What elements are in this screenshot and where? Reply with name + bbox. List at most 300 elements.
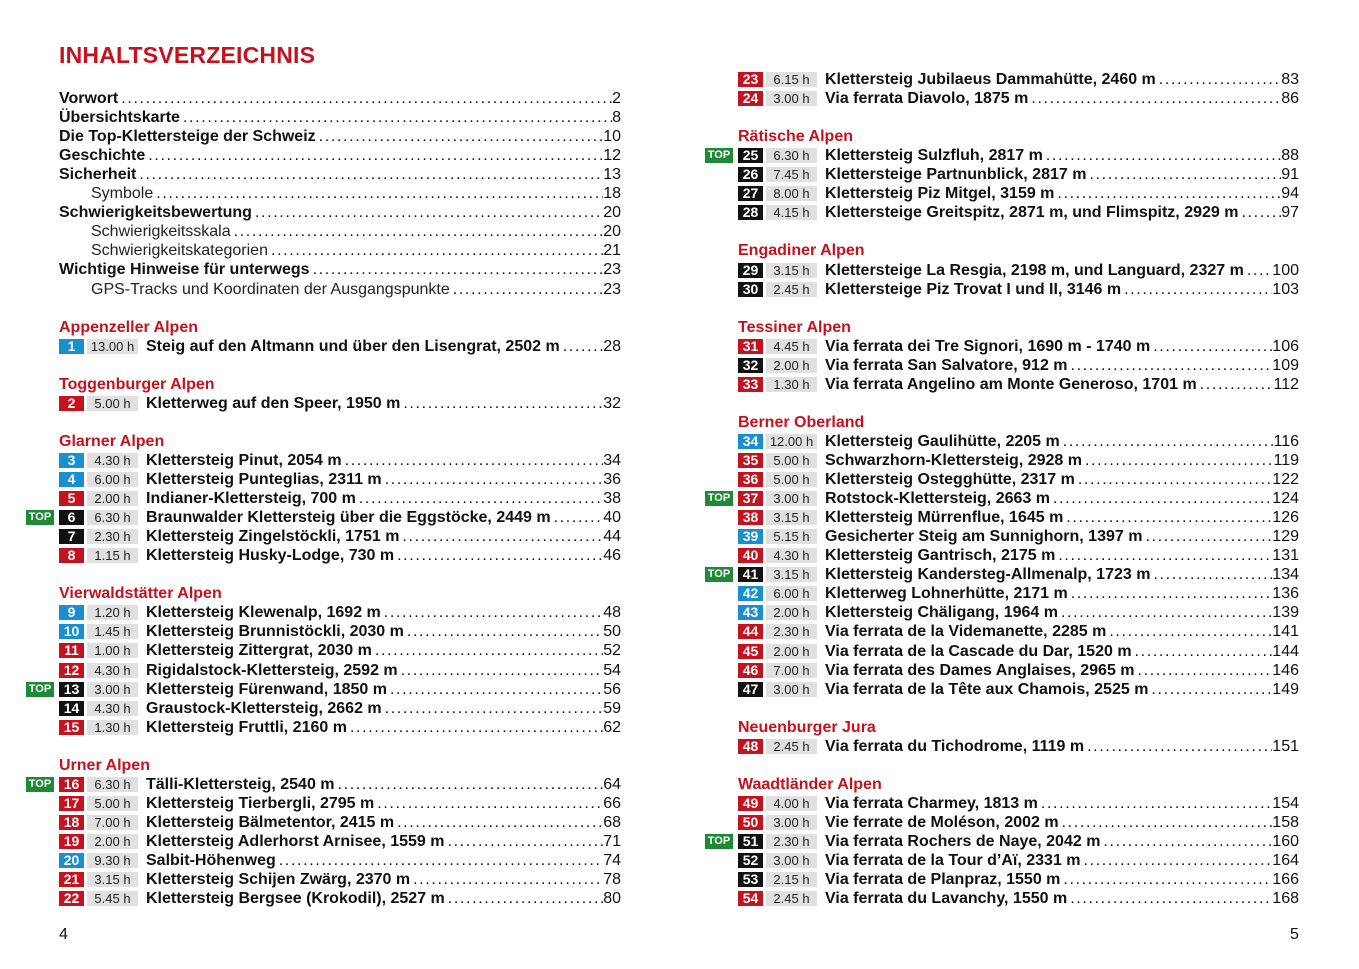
route-page: 97 <box>1281 204 1299 222</box>
duration-badge: 3.15 h <box>766 263 817 278</box>
duration-badge: 6.30 h <box>766 148 817 163</box>
toc-entry[interactable] <box>59 89 621 108</box>
toc-entry-text: Die Top-Klettersteige der Schweiz <box>59 128 316 146</box>
duration-badge: 4.15 h <box>766 205 817 220</box>
route-number-badge: 9 <box>59 605 84 620</box>
route-page: 144 <box>1272 642 1299 660</box>
dot-leader <box>1068 356 1273 375</box>
dot-leader <box>1060 432 1274 451</box>
route-page: 38 <box>603 490 621 508</box>
top-badge: TOP <box>26 777 54 792</box>
route-page: 40 <box>603 509 621 527</box>
route-page: 56 <box>603 680 621 698</box>
route-number-badge: 44 <box>738 624 763 639</box>
dot-leader <box>1059 813 1273 832</box>
route-entry[interactable] <box>59 527 621 546</box>
route-number-badge: 11 <box>59 643 84 658</box>
duration-badge: 8.00 h <box>766 186 817 201</box>
toc-entry[interactable] <box>59 127 621 146</box>
dot-leader <box>1054 184 1281 203</box>
route-page: 100 <box>1272 261 1299 279</box>
route-number-badge: 28 <box>738 205 763 220</box>
duration-badge: 6.15 h <box>766 72 817 87</box>
route-name: Graustock-Klettersteig, 2662 m <box>146 699 382 717</box>
route-entry[interactable] <box>59 699 621 718</box>
dot-leader <box>118 89 612 108</box>
duration-badge: 4.30 h <box>766 548 817 563</box>
toc-entry-page: 10 <box>603 128 621 146</box>
route-name: Schwarzhorn-Klettersteig, 2928 m <box>825 452 1082 469</box>
dot-leader <box>1075 470 1272 489</box>
route-name: Klettersteig Zittergrat, 2030 m <box>146 642 372 660</box>
route-name: Klettersteig Piz Mitgel, 3159 m <box>825 185 1055 203</box>
dot-leader <box>1038 794 1272 813</box>
route-page: 139 <box>1272 604 1299 622</box>
dot-leader <box>1060 870 1272 889</box>
route-name: Klettersteig Chäligang, 1964 m <box>825 604 1058 622</box>
route-number-badge: 48 <box>738 739 763 754</box>
route-entry[interactable] <box>738 356 1299 375</box>
route-number-badge: 39 <box>738 529 763 544</box>
route-number-badge: 26 <box>738 167 763 182</box>
route-entry[interactable] <box>738 184 1299 203</box>
duration-badge: 4.30 h <box>87 663 138 678</box>
dot-leader <box>347 718 603 737</box>
toc-entry-page: 13 <box>603 166 621 184</box>
route-page: 94 <box>1281 185 1299 203</box>
dot-leader <box>1156 70 1281 89</box>
route-page: 34 <box>603 451 621 469</box>
toc-entry[interactable] <box>59 184 621 203</box>
duration-badge: 2.45 h <box>766 282 817 297</box>
route-page: 80 <box>603 890 621 908</box>
route-number-badge: 16 <box>59 777 84 792</box>
dot-leader <box>382 699 604 718</box>
route-name: Klettersteig Fruttli, 2160 m <box>146 718 347 736</box>
route-name: Klettersteig Jubilaeus Dammahütte, 2460 m <box>825 71 1156 88</box>
route-entry[interactable] <box>707 489 1299 508</box>
route-name: Via ferrata du Tichodrome, 1119 m <box>825 737 1085 755</box>
route-entry[interactable] <box>738 165 1299 184</box>
route-entry[interactable] <box>738 680 1299 699</box>
duration-badge: 3.00 h <box>766 815 817 830</box>
route-entry[interactable] <box>28 680 621 699</box>
dot-leader <box>1028 89 1281 108</box>
dot-leader <box>444 832 603 851</box>
dot-leader <box>268 241 603 260</box>
top-badge: TOP <box>26 682 54 697</box>
route-name: Via ferrata de la Tour d’Aï, 2331 m <box>825 852 1081 870</box>
dot-leader <box>1135 661 1273 680</box>
dot-leader <box>394 546 603 565</box>
route-entry[interactable] <box>738 870 1299 889</box>
duration-badge: 4.00 h <box>766 796 817 811</box>
route-number-badge: 35 <box>738 453 763 468</box>
dot-leader <box>1068 584 1273 603</box>
section-heading: Urner Alpen <box>59 756 150 774</box>
route-number-badge: 31 <box>738 339 763 354</box>
duration-badge: 5.15 h <box>766 529 817 544</box>
duration-badge: 2.15 h <box>766 872 817 887</box>
duration-badge: 7.00 h <box>87 815 138 830</box>
duration-badge: 6.30 h <box>87 510 138 525</box>
duration-badge: 1.20 h <box>87 605 138 620</box>
duration-badge: 3.00 h <box>766 491 817 506</box>
dot-leader <box>381 603 603 622</box>
route-page: 109 <box>1272 356 1299 374</box>
duration-badge: 7.45 h <box>766 167 817 182</box>
duration-badge: 2.45 h <box>766 891 817 906</box>
top-badge: TOP <box>705 834 733 849</box>
route-page: 91 <box>1281 166 1299 184</box>
dot-leader <box>560 337 604 356</box>
route-name: Via ferrata Rochers de Naye, 2042 m <box>825 833 1101 850</box>
route-entry[interactable] <box>59 832 621 851</box>
route-number-badge: 17 <box>59 796 84 811</box>
dot-leader <box>335 775 604 794</box>
route-name: Via ferrata Charmey, 1813 m <box>825 794 1038 812</box>
route-entry[interactable] <box>28 775 621 794</box>
route-number-badge: 38 <box>738 510 763 525</box>
route-number-badge: 33 <box>738 377 763 392</box>
route-number-badge: 23 <box>738 72 763 87</box>
route-page: 88 <box>1281 147 1299 165</box>
route-number-badge: 54 <box>738 891 763 906</box>
dot-leader <box>310 260 604 279</box>
route-number-badge: 1 <box>59 339 84 354</box>
dot-leader <box>153 184 603 203</box>
route-page: 54 <box>603 661 621 679</box>
dot-leader <box>276 851 603 870</box>
route-entry[interactable] <box>59 661 621 680</box>
route-entry[interactable] <box>738 642 1299 661</box>
route-page: 32 <box>603 394 621 412</box>
route-entry[interactable] <box>738 584 1299 603</box>
route-entry[interactable] <box>28 508 621 527</box>
route-number-badge: 29 <box>738 263 763 278</box>
duration-badge: 2.30 h <box>766 834 817 849</box>
section-heading: Tessiner Alpen <box>738 318 851 336</box>
route-entry[interactable] <box>738 508 1299 527</box>
route-entry[interactable] <box>738 889 1299 908</box>
dot-leader <box>1067 889 1272 908</box>
dot-leader <box>1132 642 1273 661</box>
dot-leader <box>231 222 604 241</box>
toc-entry-text: Sicherheit <box>59 166 137 184</box>
route-entry[interactable] <box>59 394 621 413</box>
section-heading: Neuenburger Jura <box>738 718 876 736</box>
dot-leader <box>1150 337 1272 356</box>
dot-leader <box>399 527 603 546</box>
toc-entry[interactable] <box>59 241 621 260</box>
dot-leader <box>136 165 603 184</box>
route-entry[interactable] <box>738 470 1299 489</box>
route-entry[interactable] <box>738 89 1299 108</box>
section-heading: Vierwaldstätter Alpen <box>59 585 222 603</box>
route-name: Rotstock-Klettersteig, 2663 m <box>825 490 1050 508</box>
route-page: 68 <box>603 813 621 831</box>
top-badge: TOP <box>705 567 733 582</box>
dot-leader <box>1081 851 1273 870</box>
dot-leader <box>410 870 603 889</box>
route-page: 164 <box>1272 852 1299 870</box>
dot-leader <box>1106 622 1272 641</box>
route-number-badge: 24 <box>738 91 763 106</box>
route-number-badge: 37 <box>738 491 763 506</box>
route-name: Klettersteig Brunnistöckli, 2030 m <box>146 623 404 641</box>
duration-badge: 1.45 h <box>87 624 138 639</box>
route-page: 129 <box>1272 528 1299 546</box>
route-entry[interactable] <box>59 337 621 356</box>
route-name: Klettersteig Tierbergli, 2795 m <box>146 794 375 812</box>
route-number-badge: 18 <box>59 815 84 830</box>
duration-badge: 5.00 h <box>87 796 138 811</box>
route-entry[interactable] <box>738 737 1299 756</box>
route-name: Via ferrata de la Cascade du Dar, 1520 m <box>825 642 1132 660</box>
route-entry[interactable] <box>59 489 621 508</box>
route-entry[interactable] <box>59 794 621 813</box>
route-page: 103 <box>1272 280 1299 298</box>
dot-leader <box>342 451 604 470</box>
route-name: Via ferrata Diavolo, 1875 m <box>825 90 1029 108</box>
toc-entry[interactable] <box>59 260 621 279</box>
route-number-badge: 40 <box>738 548 763 563</box>
route-entry[interactable] <box>738 261 1299 280</box>
dot-leader <box>374 794 603 813</box>
dot-leader <box>316 127 604 146</box>
route-page: 52 <box>603 642 621 660</box>
route-page: 154 <box>1272 794 1299 812</box>
route-entry[interactable] <box>738 432 1299 451</box>
toc-entry-page: 12 <box>603 147 621 165</box>
toc-entry-page: 20 <box>603 223 621 241</box>
route-entry[interactable] <box>738 546 1299 565</box>
duration-badge: 3.15 h <box>766 567 817 582</box>
route-page: 116 <box>1273 432 1299 450</box>
dot-leader <box>394 813 603 832</box>
route-entry[interactable] <box>59 718 621 737</box>
toc-entry[interactable] <box>59 165 621 184</box>
route-entry[interactable] <box>738 280 1299 299</box>
duration-badge: 1.30 h <box>766 377 817 392</box>
route-page: 122 <box>1272 471 1299 489</box>
route-number-badge: 12 <box>59 663 84 678</box>
route-page: 44 <box>603 528 621 546</box>
dot-leader <box>372 641 603 660</box>
duration-badge: 5.45 h <box>87 891 138 906</box>
route-number-badge: 19 <box>59 834 84 849</box>
route-page: 106 <box>1272 337 1299 355</box>
route-entry[interactable] <box>707 146 1299 165</box>
dot-leader <box>1063 508 1272 527</box>
section-heading: Engadiner Alpen <box>738 242 865 260</box>
route-name: Klettersteig Mürrenflue, 1645 m <box>825 509 1064 527</box>
route-entry[interactable] <box>738 794 1299 813</box>
duration-badge: 6.30 h <box>87 777 138 792</box>
dot-leader <box>400 394 603 413</box>
route-entry[interactable] <box>738 451 1299 470</box>
duration-badge: 4.30 h <box>87 453 138 468</box>
route-entry[interactable] <box>738 70 1299 89</box>
dot-leader <box>252 203 603 222</box>
route-number-badge: 45 <box>738 644 763 659</box>
route-entry[interactable] <box>59 813 621 832</box>
route-page: 62 <box>603 718 621 736</box>
duration-badge: 7.00 h <box>766 663 817 678</box>
section-heading: Toggenburger Alpen <box>59 375 215 393</box>
dot-leader <box>1121 280 1272 299</box>
top-badge: TOP <box>705 491 733 506</box>
route-number-badge: 42 <box>738 586 763 601</box>
route-name: Klettersteig Zingelstöckli, 1751 m <box>146 528 400 546</box>
route-name: Klettersteig Sulzfluh, 2817 m <box>825 147 1043 165</box>
route-entry[interactable] <box>738 375 1299 394</box>
route-entry[interactable] <box>707 832 1299 851</box>
route-page: 146 <box>1272 661 1299 679</box>
route-page: 158 <box>1272 813 1299 831</box>
route-page: 71 <box>603 832 621 850</box>
dot-leader <box>398 661 604 680</box>
route-page: 112 <box>1273 375 1299 393</box>
duration-badge: 4.45 h <box>766 339 817 354</box>
route-entry[interactable] <box>59 603 621 622</box>
dot-leader <box>1150 565 1272 584</box>
route-entry[interactable] <box>738 661 1299 680</box>
route-entry[interactable] <box>738 851 1299 870</box>
route-number-badge: 15 <box>59 720 84 735</box>
dot-leader <box>1100 832 1272 851</box>
route-number-badge: 46 <box>738 663 763 678</box>
toc-entry[interactable] <box>59 108 621 127</box>
route-page: 126 <box>1272 509 1299 527</box>
route-entry[interactable] <box>59 451 621 470</box>
duration-badge: 3.00 h <box>87 682 138 697</box>
toc-entry-page: 20 <box>603 204 621 222</box>
route-name: Klettersteig Gantrisch, 2175 m <box>825 547 1056 565</box>
route-entry[interactable] <box>59 851 621 870</box>
dot-leader <box>1086 165 1281 184</box>
section-heading: Waadtländer Alpen <box>738 775 882 793</box>
top-badge: TOP <box>705 148 733 163</box>
duration-badge: 2.00 h <box>87 491 138 506</box>
route-number-badge: 4 <box>59 472 84 487</box>
route-number-badge: 10 <box>59 624 84 639</box>
route-page: 136 <box>1272 585 1299 603</box>
route-name: Braunwalder Klettersteig über die Eggstöcke, 2449 m <box>146 509 551 527</box>
route-name: Via ferrata du Lavanchy, 1550 m <box>825 890 1068 908</box>
top-badge: TOP <box>26 510 54 525</box>
route-number-badge: 36 <box>738 472 763 487</box>
route-number-badge: 34 <box>738 434 763 449</box>
toc-entry[interactable] <box>59 222 621 241</box>
route-name: Gesicherter Steig am Sunnighorn, 1397 m <box>825 528 1143 546</box>
route-number-badge: 2 <box>59 396 84 411</box>
dot-leader <box>450 280 603 299</box>
route-page: 64 <box>603 775 621 793</box>
route-name: Klettersteige Greitspitz, 2871 m, und Flimspitz, 2929 m <box>825 204 1239 222</box>
route-page: 50 <box>603 623 621 641</box>
route-entry[interactable] <box>59 889 621 908</box>
route-entry[interactable] <box>59 641 621 660</box>
route-name: Klettersteig Pinut, 2054 m <box>146 451 342 469</box>
route-entry[interactable] <box>59 622 621 641</box>
section-heading: Berner Oberland <box>738 413 865 431</box>
dot-leader <box>382 470 604 489</box>
route-number-badge: 7 <box>59 529 84 544</box>
route-entry[interactable] <box>738 527 1299 546</box>
route-name: Klettersteig Bergsee (Krokodil), 2527 m <box>146 890 445 908</box>
route-page: 160 <box>1272 833 1299 850</box>
route-number-badge: 43 <box>738 605 763 620</box>
toc-entry-text: Übersichtskarte <box>59 109 180 127</box>
dot-leader <box>1148 680 1272 699</box>
route-name: Klettersteig Kandersteg-Allmenalp, 1723 m <box>825 566 1151 584</box>
route-name: Klettersteige Partnunblick, 2817 m <box>825 166 1087 184</box>
route-name: Tälli-Klettersteig, 2540 m <box>146 775 335 793</box>
route-number-badge: 21 <box>59 872 84 887</box>
route-page: 149 <box>1272 680 1299 698</box>
route-name: Via ferrata de la Tête aux Chamois, 2525 m <box>825 680 1149 698</box>
duration-badge: 9.30 h <box>87 853 138 868</box>
section-heading: Appenzeller Alpen <box>59 318 198 336</box>
toc-entry-text: Vorwort <box>59 90 119 107</box>
duration-badge: 2.00 h <box>87 834 138 849</box>
route-number-badge: 3 <box>59 453 84 468</box>
duration-badge: 3.15 h <box>766 510 817 525</box>
route-page: 166 <box>1272 871 1299 889</box>
dot-leader <box>387 680 603 699</box>
route-entry[interactable] <box>707 565 1299 584</box>
route-page: 141 <box>1272 623 1299 641</box>
route-number-badge: 52 <box>738 853 763 868</box>
toc-entry-text: GPS-Tracks und Koordinaten der Ausgangspunkte <box>91 280 450 298</box>
duration-badge: 6.00 h <box>87 472 138 487</box>
route-name: Klettersteig Adlerhorst Arnisee, 1559 m <box>146 832 445 850</box>
route-page: 124 <box>1272 490 1299 508</box>
toc-entry[interactable] <box>59 146 621 165</box>
route-entry[interactable] <box>738 603 1299 622</box>
route-entry[interactable] <box>738 813 1299 832</box>
route-entry[interactable] <box>59 870 621 889</box>
route-page: 151 <box>1272 737 1299 755</box>
route-entry[interactable] <box>59 546 621 565</box>
route-number-badge: 50 <box>738 815 763 830</box>
duration-badge: 2.45 h <box>766 739 817 754</box>
route-entry[interactable] <box>738 337 1299 356</box>
dot-leader <box>356 489 603 508</box>
duration-badge: 1.00 h <box>87 643 138 658</box>
route-page: 131 <box>1272 547 1299 565</box>
route-page: 36 <box>603 471 621 488</box>
route-entry[interactable] <box>738 622 1299 641</box>
duration-badge: 2.00 h <box>766 644 817 659</box>
toc-entry-page: 2 <box>612 90 621 107</box>
toc-entry-text: Symbole <box>91 185 154 203</box>
route-entry[interactable] <box>738 203 1299 222</box>
toc-entry-page: 18 <box>603 185 621 203</box>
route-name: Klettersteig Ostegghütte, 2317 m <box>825 471 1075 489</box>
route-name: Klettersteig Schijen Zwärg, 2370 m <box>146 871 411 889</box>
route-name: Kletterweg auf den Speer, 1950 m <box>146 394 401 412</box>
route-name: Klettersteige La Resgia, 2198 m, und Languard, 2327 m <box>825 261 1244 279</box>
route-name: Klettersteig Fürenwand, 1850 m <box>146 680 387 698</box>
route-entry[interactable] <box>59 470 621 489</box>
toc-entry[interactable] <box>59 280 621 299</box>
toc-entry[interactable] <box>59 203 621 222</box>
route-number-badge: 25 <box>738 148 763 163</box>
route-page: 59 <box>603 699 621 717</box>
duration-badge: 1.15 h <box>87 548 138 563</box>
